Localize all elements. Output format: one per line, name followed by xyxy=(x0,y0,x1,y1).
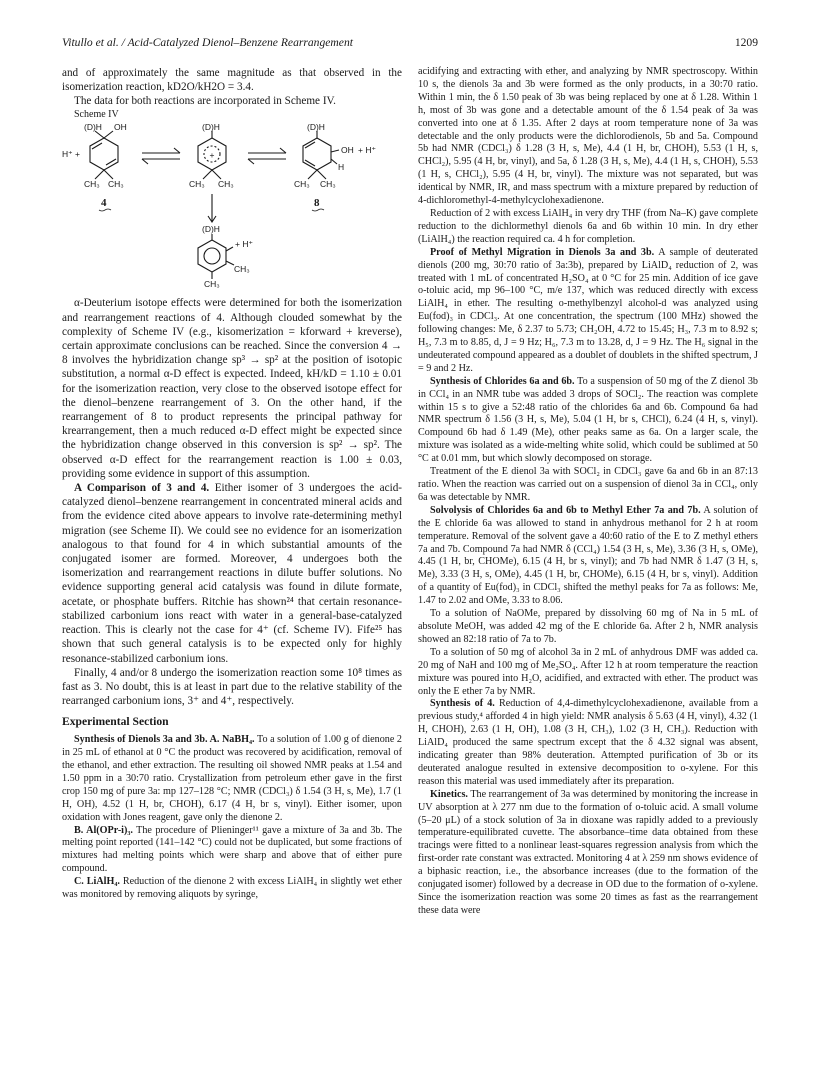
ring-product xyxy=(198,240,226,272)
scheme-text: CH₃ xyxy=(84,178,100,189)
paragraph: α-Deuterium isotope effects were determined for both the isomerization and rearrangement reactions of 4. Although clouded somewhat by the complexity of Scheme IV (e.g., kisomerization = kforward + kreverse), certain approximate conclusions can be reached. Since the conversion 4 → 8 involves the hybridization change sp³ → sp² at the position of isotopic substitution, a normal α-D effect is expected. Indeed, kH/kD = 1.10 ± 0.01 for the isomerization reaction, very close to the observed isotope effect for the dienol–benzene rearrangement of 3. On the other hand, if the rearrangement of 8 to product represents the principal pathway for krearrangement, then a much reduced α-D effect might be expected since the hybridization change observed in this conversion is sp² → sp². The observed α-D effect for the rearrangement reaction is 1.00 ± 0.03, providing some evidence in support of this assumption. xyxy=(62,297,402,480)
paragraph-text: Either isomer of 3 undergoes the acid-catalyzed dienol–benzene rearrangement in concentrated mineral acids and from the evidence cited above appears to involve rate-determining methyl migration (see Scheme II). We could see no evidence for an isomerization analogous to that found for 4 in which substantial amounts of the conjugated isomer are formed. Moreover, 4 undergoes both the isomerization and rearrangement reactions in dilute buffer solutions. No evidence supporting general acid catalysis was found in dilute formate, acetate, or phosphate buffers. Ritchie has shown²⁴ that certain resonance-stabilized carbonium ions react with water in a general-base-catalyzed reaction. This is clearly not the case for 4⁺ (cf. Scheme IV). Fife²⁵ has shown that such general catalysis is to be expected only for highly resonance-stabilized carbonium ions. xyxy=(62,482,403,665)
scheme-text: CH₃ xyxy=(218,178,234,189)
running-header xyxy=(62,36,758,54)
run-in-heading: Synthesis of Dienols 3a and 3b. A. NaBH₄. xyxy=(74,734,255,746)
scheme-text: + H⁺ xyxy=(235,238,253,249)
paragraph xyxy=(62,481,402,666)
paragraph-text: To a suspension of 50 mg of the Z dienol 3b in CCl₄ in an NMR tube was added 3 drops of SOCl₂. The reaction was complete within 15 s to give a 52:48 ratio of the chlorides 6a and 6b. Compound 6a had NMR spectrum δ 1.56 (3 H, s, Me), 5.04 (1 H, br s, CHCl), 6.24 (4 H, s, vinyl). Compound 6b had δ 1.49 (Me), other peaks same as 6a. On a larger scale, the mixture was isolated as a wide-melting white solid, which could be sublimed at 50 °C at 0.01 mm, but which slowly decomposed on storage. xyxy=(418,375,758,465)
scheme-text: H⁺ + xyxy=(62,148,80,159)
run-in-heading: C. LiAlH₄. xyxy=(74,876,120,888)
compound-number-8: 8 xyxy=(314,196,320,209)
scheme-text: CH₃ xyxy=(189,178,205,189)
run-in-heading: A Comparison of 3 and 4. xyxy=(74,482,210,495)
scheme-text: (D)H xyxy=(84,121,102,132)
paragraph-text: To a solution of 1.00 g of dienone 2 in 25 mL of ethanol at 0 °C the product was recovered by acidification, removal of the ethanol, and ether extraction. The resulting oil showed NMR peaks at 1.54 and 1.50 ppm in a 30:70 ratio. Crystallization from petroleum ether gave in the first crop 150 mg of pure 3a: mp 127–128 °C; NMR (CDCl₃) δ 1.54 (3 H, s, Me), 1.7 (1 H, OH), 4.52 (1 H, br, CHOH), 6.17 (4 H, br s, vinyl). Either isomer, upon oxidation with Jones reagent, gave only the dienone 2. xyxy=(62,734,402,823)
run-in-heading: Synthesis of 4. xyxy=(430,698,495,710)
paragraph: Treatment of the E dienol 3a with SOCl₂ in CDCl₃ gave 6a and 6b in an 87:13 ratio. When the reaction was carried out on a suspension of dienol 3a in CCl₄, only 6a was detectable by NMR. xyxy=(418,466,758,503)
paragraph xyxy=(418,789,758,918)
paragraph-text: Reduction of the dienone 2 with excess LiAlH₄ in slightly wet ether was monitored by removing aliquots by syringe, xyxy=(62,876,402,901)
scheme-text: CH₃ xyxy=(234,263,250,274)
paragraph xyxy=(418,698,758,788)
cation-plus: + xyxy=(209,149,215,160)
paragraph-text: A solution of the E chloride 6a was allowed to stand in anhydrous methanol for 2 h at room temperature. Removal of the solvent gave a 40:60 ratio of the E to Z methyl ethers 7a and 7b. Compound 7a had NMR δ (CCl₄) 1.54 (3 H, s, Me), 3.36 (3 H, s, OMe), 4.45 (1 H, br, CHOMe), 6.15 (4 H, br s, vinyl); and 7b had NMR δ 1.47 (3 H, s, Me), 3.33 (3 H, s, OMe), 4.45 (1 H, br, CHOMe), 6.15 (4 H, br s, vinyl). Addition of a quantity of Eu(fod)₃ in CDCl₃ shifted the methyl peaks for 7a as follows: Me, 1.47 to 2.02 and OMe, 3.33 to 8.06. xyxy=(418,504,758,607)
paragraph xyxy=(418,247,758,376)
scheme-text: (D)H xyxy=(202,223,220,234)
paragraph: acidifying and extracting with ether, and analyzing by NMR spectroscopy. Within 10 s, the dienols 3a and 3b were formed as the only products, in a 30:70 ratio. Within 1 min, the δ 1.50 peak of 3b was being replaced by one at δ 1.28. Within 1 h, most of 3b was gone and a detectable amount of the δ 1.54 peak of 3a was converted into one at δ 1.35. After 2 days at room temperature none of 3a was detectable and the only products were the dichlorodienols, 5b and 5a. Compound 5b had NMR (CDCl₃) δ 1.28 (3 H, s, Me), 4.4 (1 H, br, CHOH), 5.53 (1 H, s, CHCl₂), 5.95 (4 H, br, vinyl), and 5a, δ 1.28 (3 H, s, Me), 4.4 (1 H, s, CHOH), 5.53 (1 H, s, CHCl₂), 5.95 (4 H, br, vinyl). The mixture was not separated, but was identical by NMR, IR, and mass spectrum with a mixture prepared by reduction of 4-dichloromethyl-4-methylcyclohexadienone. xyxy=(418,66,758,207)
scheme-text: H xyxy=(338,161,345,172)
running-title: Vitullo et al. / Acid-Catalyzed Dienol–Benzene Rearrangement xyxy=(62,36,353,49)
paragraph: The data for both reactions are incorporated in Scheme IV. xyxy=(74,95,336,108)
run-in-heading: Proof of Methyl Migration in Dienols 3a and 3b. xyxy=(430,246,655,258)
scheme-text: OH xyxy=(114,121,127,132)
paragraph: To a solution of 50 mg of alcohol 3a in 2 mL of anhydrous DMF was added ca. 20 mg of NaH and 100 mg of Me₂SO₄. After 12 h at room temperature the reaction mixture was poured into H₂O, acidified, and extracted with ether. The product was only the E ether 7a by NMR. xyxy=(418,646,758,697)
scheme-text: CH₃ xyxy=(204,278,220,288)
ring-8 xyxy=(303,138,331,170)
scheme-text: (D)H xyxy=(202,121,220,132)
scheme-iv-diagram xyxy=(62,122,402,288)
paragraph: To a solution of NaOMe, prepared by dissolving 60 mg of Na in 5 mL of absolute MeOH, was added 42 mg of the E chloride 6a. After 2 h, NMR analysis showed an 82:18 ratio of 7a to 7b. xyxy=(418,608,758,645)
paragraph-text: A sample of deuterated dienols (200 mg, 30:70 ratio of 3a:3b), prepared by LiAlD₄ reduction of 2, was treated with 1 mL of concentrated H₂SO₄ at 0 °C for 25 min. Addition of ice gave o-toluic acid, mp 96–100 °C, m/e 137, which was reduced directly with excess LiAlH₄ in ether. The resulting o-methylbenzyl alcohol-d was analyzed using Eu(fod)₃ in CDCl₃. At one concentration, the spectrum (100 MHz) showed the following changes: Me, δ 2.37 to 5.73; CH₂OH, 4.72 to 15.45; H₃, 7.3 m to 8.92 s; H₅, 7.3 m to 8.85, d, J = 9 Hz; H₆, 7.3 m to 13.28, d, J = 9 Hz. The H₆ signal in the undeuterated compound appeared as a doublet of doublets in the shifted spectrum, J = 9 and 2 Hz. xyxy=(418,246,758,374)
ring-4 xyxy=(90,138,118,170)
run-in-heading: Kinetics. xyxy=(430,788,468,800)
compound-number-4: 4 xyxy=(101,196,107,209)
scheme-text: OH xyxy=(341,144,354,155)
scheme-text: CH₃ xyxy=(108,178,124,189)
scheme-label: Scheme IV xyxy=(74,108,119,120)
scheme-text: + H⁺ xyxy=(358,144,376,155)
scheme-text: (D)H xyxy=(307,121,325,132)
paragraph xyxy=(418,505,758,608)
paragraph: and of approximately the same magnitude as that observed in the isomerization reaction, kD2O/kH2O = 3.4. xyxy=(62,67,402,94)
paragraph-text: The procedure of Plieninger¹¹ gave a mixture of 3a and 3b. The melting point reported (141–142 °C) could not be duplicated, but some fractions of mixtures had melting points which were sharp and above that of either pure compound. xyxy=(62,824,402,875)
right-column xyxy=(418,66,758,918)
paragraph xyxy=(62,734,402,824)
left-column xyxy=(62,66,402,902)
run-in-heading: Solvolysis of Chlorides 6a and 6b to Methyl Ether 7a and 7b. xyxy=(430,504,701,516)
paragraph xyxy=(62,876,402,902)
paragraph-text: The rearrangement of 3a was determined by monitoring the increase in UV absorption at λ 277 nm due to the formation of o-toluic acid. A small volume (5–20 μL) of a stock solution of 3a in dioxane was rapidly added to a previously temperature-equilibrated cuvette. The absorbance–time data obtained from these tracings were fitted to a nonlinear least-squares regression analysis from which the first-order rate constant was extracted. Monitoring 4 at λ 259 nm shows evidence of a biphasic reaction, i.e., the absorbance increases (due to the formation of the conjugated isomer) followed by a decrease in OD due to the formation of o-xylene. Since the isomerization reaction was some 20 times as fast as the rearrangement these data were xyxy=(418,788,758,916)
scheme-text: CH₃ xyxy=(320,178,336,189)
run-in-heading: Synthesis of Chlorides 6a and 6b. xyxy=(430,375,575,387)
paragraph xyxy=(418,376,758,466)
scheme-text: CH₃ xyxy=(294,178,310,189)
paragraph xyxy=(62,825,402,877)
run-in-heading: B. Al(OPr-i)₃. xyxy=(74,824,133,836)
paragraph: Finally, 4 and/or 8 undergo the isomerization reaction some 10⁸ times as fast as 3. No doubt, this is at least in part due to the relative stability of the rearranged carbonium ions, 3⁺ and 4⁺, respectively. xyxy=(62,666,402,708)
section-heading: Experimental Section xyxy=(62,715,169,729)
paragraph-text: Reduction of 4,4-dimethylcyclohexadienone, available from a previous study,⁴ afforded 4 in high yield: NMR analysis δ 5.63 (4 H, vinyl), 4.32 (1 H, CHOH), 2.63 (1 H, OH), 1.08 (3 H, CH₃), 1.02 (3 H, CH₃). Reduction with LiAlD₄ produced the same spectrum except that the δ 4.32 signal was absent, indicating greater than 98% deuteration. Attempted purification of 3b or its deuterated analogue resulted in extensive decomposition to o-xylene. For this reason this material was used immediately after its preparation. xyxy=(418,698,758,787)
paragraph: Reduction of 2 with excess LiAlH₄ in very dry THF (from Na–K) gave complete reduction to the dichlormethyl dienols 6a and 6b within 10 min. In dry ether (LiAlH₄) the reaction required ca. 4 h for completion. xyxy=(418,207,758,245)
page-number: 1209 xyxy=(734,36,758,49)
